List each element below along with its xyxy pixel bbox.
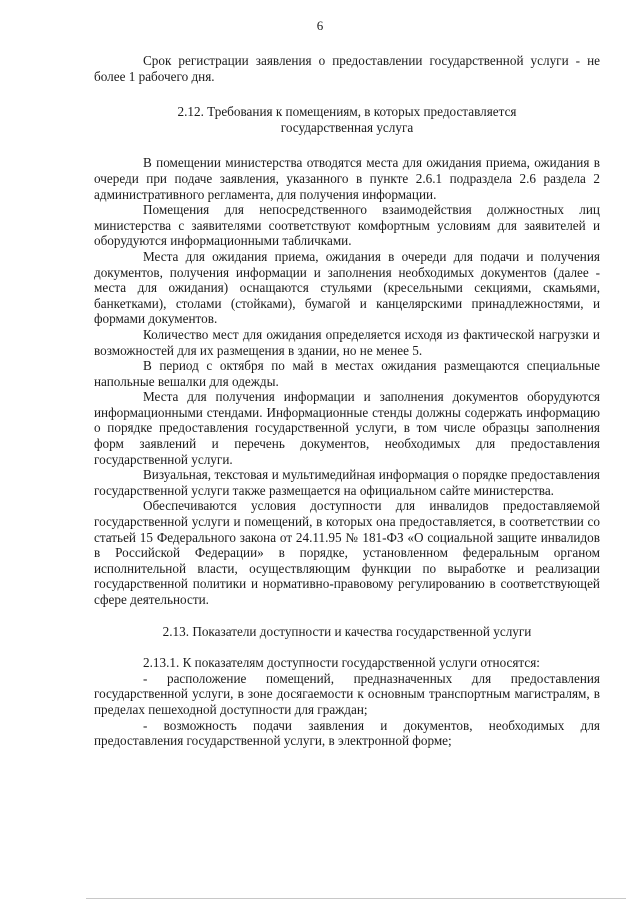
spacer xyxy=(94,639,600,655)
paragraph-website-info: Визуальная, текстовая и мультимедийная информация о порядке предоставления государственной услуги также размещается на официальном сайте министерства. xyxy=(94,467,600,498)
paragraph-coat-hangers: В период с октября по май в местах ожидания размещаются специальные напольные вешалки для одежды. xyxy=(94,358,600,389)
page-number: 6 xyxy=(316,18,324,33)
spacer xyxy=(94,608,600,624)
list-item-electronic-submission: - возможность подачи заявления и документов, необходимых для предоставления государственной услуги, в электронной форме; xyxy=(94,717,600,749)
paragraph-waiting-places: В помещении министерства отводятся места для ожидания приема, ожидания в очереди при подаче заявления, указанного в пункте 2.6.1 подраздела 2.6 раздела 2 административного регламента, для получения информации. xyxy=(94,155,600,202)
document-body xyxy=(94,53,600,749)
page-edge-line xyxy=(86,898,626,899)
spacer xyxy=(94,84,600,104)
paragraph-registration-term: Срок регистрации заявления о предоставлении государственной услуги - не более 1 рабочего дня. xyxy=(94,53,600,84)
paragraph-info-stands: Места для получения информации и заполнения документов оборудуются информационными стендами. Информационные стенды должны содержать информацию о порядке предоставления государственной услуги, в том числе образцы заполнения форм заявлений и перечень документов, необходимых для предоставления государственной услуги. xyxy=(94,389,600,467)
section-heading-2-12: 2.12. Требования к помещениям, в которых предоставляется государственная услуга xyxy=(177,104,517,135)
paragraph-waiting-equipment: Места для ожидания приема, ожидания в очереди для подачи и получения документов, получения информации и заполнения необходимых документов (далее - места для ожидания) оснащаются стульями (кресельными секциями, скамьями, банкетками), столами (стойками), бумагой и канцелярскими принадлежностями, и формами документов. xyxy=(94,248,600,327)
paragraph-accessibility-indicators: 2.13.1. К показателям доступности государственной услуги относятся: xyxy=(143,655,540,671)
section-heading-2-13: 2.13. Показатели доступности и качества государственной услуги xyxy=(162,623,532,639)
spacer xyxy=(94,135,600,155)
list-item-transport-access: - расположение помещений, предназначенных для предоставления государственной услуги, в зоне досягаемости к основным транспортным магистралям, в пределах пешеходной доступности для граждан; xyxy=(94,670,600,717)
paragraph-interaction-rooms: Помещения для непосредственного взаимодействия должностных лиц министерства с заявителями соответствуют комфортным условиям для заявителей и оборудуются информационными табличками. xyxy=(94,202,600,249)
paragraph-accessibility: Обеспечиваются условия доступности для инвалидов предоставляемой государственной услуги и помещений, в которых она предоставляется, в соответствии со статьей 15 Федерального закона от 24.11.95 № 181-ФЗ «О социальной защите инвалидов в Российской Федерации» в порядке, установленном федеральным органом исполнительной власти, осуществляющим функции по выработке и реализации государственной политики и нормативно-правовому регулированию в соответствующей сфере деятельности. xyxy=(94,498,600,607)
paragraph-seat-count: Количество мест для ожидания определяется исходя из фактической нагрузки и возможностей для их размещения в здании, но не менее 5. xyxy=(94,326,600,358)
